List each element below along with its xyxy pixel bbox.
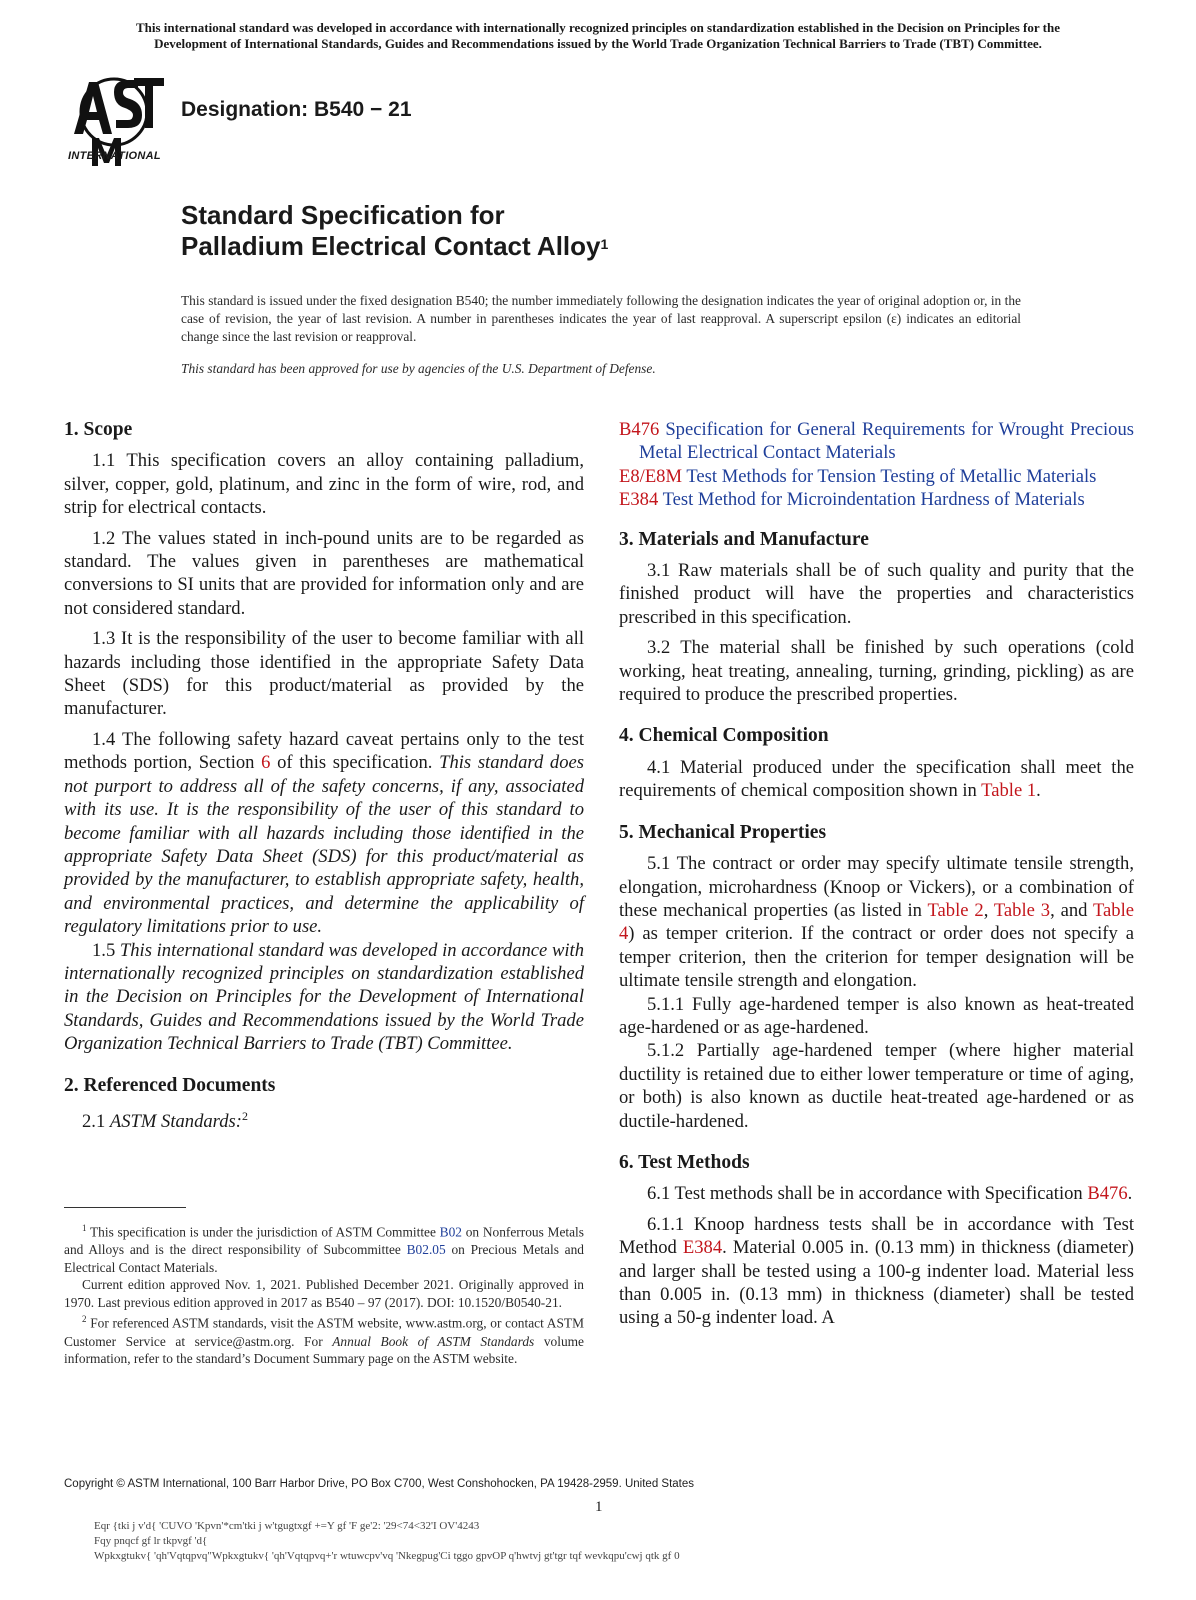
table-1-link[interactable]: Table 1	[981, 780, 1037, 802]
table-3-link[interactable]: Table 3	[993, 899, 1051, 921]
para-6-1-1: 6.1.1 Knoop hardness tests shall be in accordance with Test Method E384. Material 0.005 in. (0.13 mm) in thickness (diameter) and larger shall be tested using a 100-g indenter load. Material less than 0.005 in. (0.13 mm) in thickness (diameter) shall be tested using a 50-g indenter load. A	[619, 1213, 1134, 1329]
table-2-link[interactable]: Table 2	[927, 899, 984, 921]
title-footnote-mark: 1	[600, 236, 609, 252]
ref-e384	[619, 488, 1134, 511]
ref-code-link[interactable]: E384	[619, 489, 659, 511]
license-line1: Eqr {tki j v'd{ 'CUVO 'Kpvn'*cm'tki j w'tgugtxgf +=Y gf 'F ge'2: '29<74<32'I OV'4243	[94, 1520, 480, 1532]
wto-notice-line2: Development of International Standards, Guides and Recommendations issued by the World Trade Organization Technical Barriers to Trade (TBT) Committee.	[154, 36, 1042, 51]
para-5-1-2: 5.1.2 Partially age-hardened temper (where higher material ductility is retained due to either lower temperature or time of aging, or both) is also known as ductile heat-treated age-hardened or as ductile-hardened.	[619, 1040, 1134, 1132]
ref-e8	[619, 465, 1134, 488]
b476-link[interactable]: B476	[1087, 1183, 1128, 1205]
right-column	[619, 418, 1134, 1337]
ref-code-link[interactable]: E8/E8M	[619, 465, 683, 487]
b02-05-link[interactable]: B02.05	[406, 1242, 446, 1258]
footnote-edition: Current edition approved Nov. 1, 2021. Published December 2021. Originally approved in 1970. Last previous edition approved in 2017 as B540 – 97 (2017). DOI: 10.1520/B0540-21.	[64, 1277, 584, 1310]
document-title	[181, 200, 608, 262]
para-5-1: 5.1 The contract or order may specify ultimate tensile strength, elongation, microhardness (Knoop or Vickers), or a combination of these mechanical properties (as listed in Table 2, Table 3, and Table 4) as temper criterion. If the contract or order does not specify a temper criterion, then the criterion for temper designation will be ultimate tensile strength and elongation.	[619, 853, 1134, 992]
standard-notice: This standard is issued under the fixed designation B540; the number immediately following the designation indicates the year of original adoption or, in the case of revision, the year of last revision. A number in parentheses indicates the year of last reapproval. A superscript epsilon (ε) indicates an editorial change since the last revision or reapproval.	[181, 293, 1021, 345]
license-stamp	[94, 1519, 680, 1564]
section-heading-chemical: 4. Chemical Composition	[619, 725, 829, 747]
designation: Designation: B540 − 21	[181, 98, 412, 121]
logo-caption: INTERNATIONAL	[68, 150, 161, 162]
footnote-1: $^1$ This specification is under the jurisdiction of ASTM Committee B02 on Nonferrous Metals and Alloys and is the direct responsibility of Subcommittee B02.05 on Precious Metals and Electrical Contact Materials.	[64, 1223, 584, 1275]
page-number: 1	[595, 1499, 603, 1515]
section-heading-referenced: 2. Referenced Documents	[64, 1074, 276, 1096]
wto-notice	[60, 20, 1136, 52]
section-heading-mechanical: 5. Mechanical Properties	[619, 821, 827, 843]
para-3-2: 3.2 The material shall be finished by such operations (cold working, heat treating, annealing, turning, grinding, pickling) as are required to produce the prescribed properties.	[619, 637, 1134, 706]
b02-link[interactable]: B02	[439, 1224, 462, 1240]
ref-title-link[interactable]: Test Method for Microindentation Hardness of Materials	[662, 489, 1085, 511]
wto-notice-line1: This international standard was developed in accordance with internationally recognized principles on standardization established in the Decision on Principles for the	[135, 20, 1060, 35]
ref-title-link[interactable]: Test Methods for Tension Testing of Metallic Materials	[686, 465, 1097, 487]
para-1-1: 1.1 This specification covers an alloy containing palladium, silver, copper, gold, platinum, and zinc in the form of wire, rod, and strip for electrical contacts.	[64, 450, 584, 519]
para-1-3: 1.3 It is the responsibility of the user to become familiar with all hazards including those identified in the appropriate Safety Data Sheet (SDS) for this product/material as provided by the manufacturer.	[64, 628, 584, 720]
para-5-1-1: 5.1.1 Fully age-hardened temper is also known as heat-treated age-hardened or as age-hardened.	[619, 993, 1134, 1038]
para-2-1: 2.1 ASTM Standards:$^2$	[82, 1108, 248, 1133]
section-6-link[interactable]: 6	[261, 752, 271, 774]
section-heading-scope: 1. Scope	[64, 419, 133, 440]
para-1-5: 1.5 This international standard was developed in accordance with internationally recognized principles on standardization established in the Decision on Principles for the Development of International Standards, Guides and Recommendations issued by the World Trade Organization Technical Barriers to Trade (TBT) Committee.	[64, 939, 585, 1055]
para-6-1: 6.1 Test methods shall be in accordance with Specification B476.	[647, 1183, 1133, 1205]
para-1-4: 1.4 The following safety hazard caveat pertains only to the test methods portion, Section 6 of this specification. This standard does not purport to address all of the safety concerns, if any, associated with its use. It is the responsibility of the user of this standard to become familiar with all hazards including those identified in the appropriate Safety Data Sheet (SDS) for this product/material as provided by the manufacturer, to establish appropriate safety, health, and environmental practices, and determine the applicability of regulatory limitations prior to use.	[64, 728, 584, 938]
dod-approval: This standard has been approved for use by agencies of the U.S. Department of Defense.	[181, 361, 656, 376]
ref-b476	[619, 418, 1134, 465]
section-heading-materials: 3. Materials and Manufacture	[619, 528, 869, 550]
referenced-list	[619, 418, 1134, 512]
footnotes	[64, 1220, 584, 1368]
title-line2: Palladium Electrical Contact Alloy$^1$	[181, 231, 609, 261]
para-3-1: 3.1 Raw materials shall be of such quality and purity that the finished product will have the properties and characteristics prescribed in this specification.	[619, 560, 1134, 628]
section-heading-test-methods: 6. Test Methods	[619, 1151, 750, 1173]
table-4-link[interactable]: Table 4	[619, 899, 1134, 945]
license-line3: Wpkxgtukv{ 'qh'Vqtqpvq"Wpkxgtukv{ 'qh'Vqtqpvq+'r wtuwcpv'vq 'Nkegpug'Ci tggo gpvOP q'hwtvj gt'tgr tqf wevkqpu'cwj qtk gf 0	[94, 1550, 680, 1562]
license-line2: Fqy pnqcf gf lr tkpvgf 'd{	[94, 1535, 208, 1547]
title-line1: Standard Specification for	[181, 200, 505, 230]
footnote-divider	[64, 1207, 186, 1208]
ref-title-link[interactable]: Specification for General Requirements for Wrought Precious Metal Electrical Contact Materials	[639, 419, 1134, 464]
para-1-2: 1.2 The values stated in inch-pound units are to be regarded as standard. The values given in parentheses are mathematical conversions to SI units that are provided for information only and are not considered standard.	[64, 527, 584, 619]
footnote-2: $^2$ For referenced ASTM standards, visit the ASTM website, www.astm.org, or contact ASTM Customer Service at service@astm.org. For Annual Book of ASTM Standards volume information, refer to the standard’s Document Summary page on the ASTM website.	[64, 1314, 584, 1367]
copyright-line: Copyright © ASTM International, 100 Barr Harbor Drive, PO Box C700, West Conshohocken, PA 19428-2959. United States	[64, 1478, 695, 1490]
para-4-1: 4.1 Material produced under the specification shall meet the requirements of chemical composition shown in Table 1.	[619, 756, 1134, 802]
left-column	[64, 418, 584, 1141]
ref-code-link[interactable]: B476	[619, 419, 660, 440]
e384-link[interactable]: E384	[682, 1237, 723, 1259]
